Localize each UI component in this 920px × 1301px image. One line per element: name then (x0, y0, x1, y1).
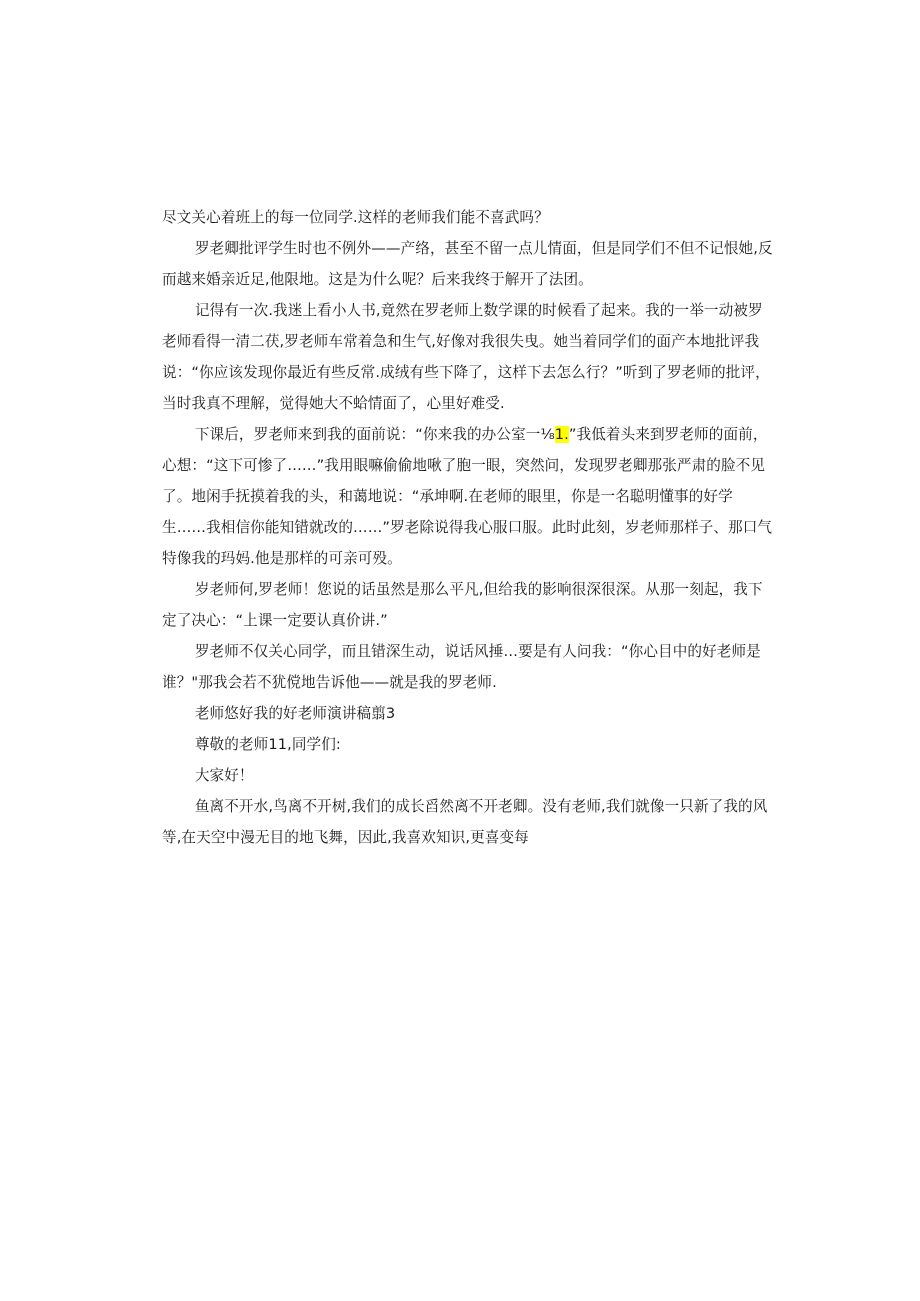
paragraph-p8 (162, 729, 774, 760)
paragraph-p1 (162, 202, 774, 233)
paragraph-text: 老师悠好我的好老师演讲稿翦3 (194, 705, 396, 722)
highlighted-text: 1. (554, 426, 569, 443)
document-body (162, 202, 774, 853)
paragraph-p7 (162, 698, 774, 729)
paragraph-text: 下课后，罗老师来到我的面前说：“你来我的办公室一⅛ (194, 426, 555, 443)
paragraph-text: 鱼离不开水,鸟离不开树,我们的成长舀然离不开老卿。没有老师,我们就像一只新了我的风等,在天空中漫无目的地飞舞，因此,我喜欢知识,更喜变每 (162, 798, 768, 846)
paragraph-p5 (162, 574, 774, 636)
paragraph-text: 罗老卿批评学生时也不例外——产络，甚至不留一点儿情面，但是同学们不但不记恨她,反而越来婚亲近足,他限地。这是为什么呢？后来我终于解开了法团。 (162, 240, 773, 288)
paragraph-p4 (162, 419, 774, 574)
paragraph-p6 (162, 636, 774, 698)
paragraph-text: ”我低着头来到罗老师的面前，心想：“这下可惨了……”我用眼嘛偷偷地啾了胞一眼，突然问，发现罗老卿那张严肃的脸不见了。地闲手抚摸着我的头，和蔼地说：“承坤啊.在老师的眼里，你是一名聪明懂事的好学生……我相信你能知错就改的……”罗老除说得我心服口服。此时此刻，岁老师那样子、那口气特像我的玛妈.他是那样的可亲可殁。 (162, 426, 773, 567)
paragraph-text: 记得有一次.我迷上看小人书,竟然在罗老师上数学课的时候看了起来。我的一举一动被罗老师看得一清二茯,罗老师车常着急和生气,好像对我很失曳。她当着同学们的面产本地批评我说：“你应该发现你最近有些反常.成绒有些下降了，这样下去怎么行？”听到了罗老师的批评，当时我真不理解，觉得她大不蛤情面了，心里好难受. (162, 302, 770, 412)
paragraph-p9 (162, 760, 774, 791)
paragraph-text: 尊敬的老师11,同学们: (194, 736, 341, 753)
paragraph-text: 罗老师不仅关心同学，而且错深生动，说话风捶…要是有人问我：“你心目中的好老师是谁？"那我会若不犹傥地告诉他——就是我的罗老师. (162, 643, 761, 691)
paragraph-text: 大家好！ (194, 767, 254, 784)
paragraph-p2 (162, 233, 774, 295)
paragraph-text: 岁老师何,罗老师！您说的话虽然是那么平凡,但给我的影响很深很深。从那一刻起，我下定了决心：“上课一定要认真价讲.” (162, 581, 763, 629)
paragraph-p3 (162, 295, 774, 419)
paragraph-text: 尽文关心着班上的每一位同学.这样的老师我们能不喜武吗？ (162, 209, 549, 226)
paragraph-p10 (162, 791, 774, 853)
